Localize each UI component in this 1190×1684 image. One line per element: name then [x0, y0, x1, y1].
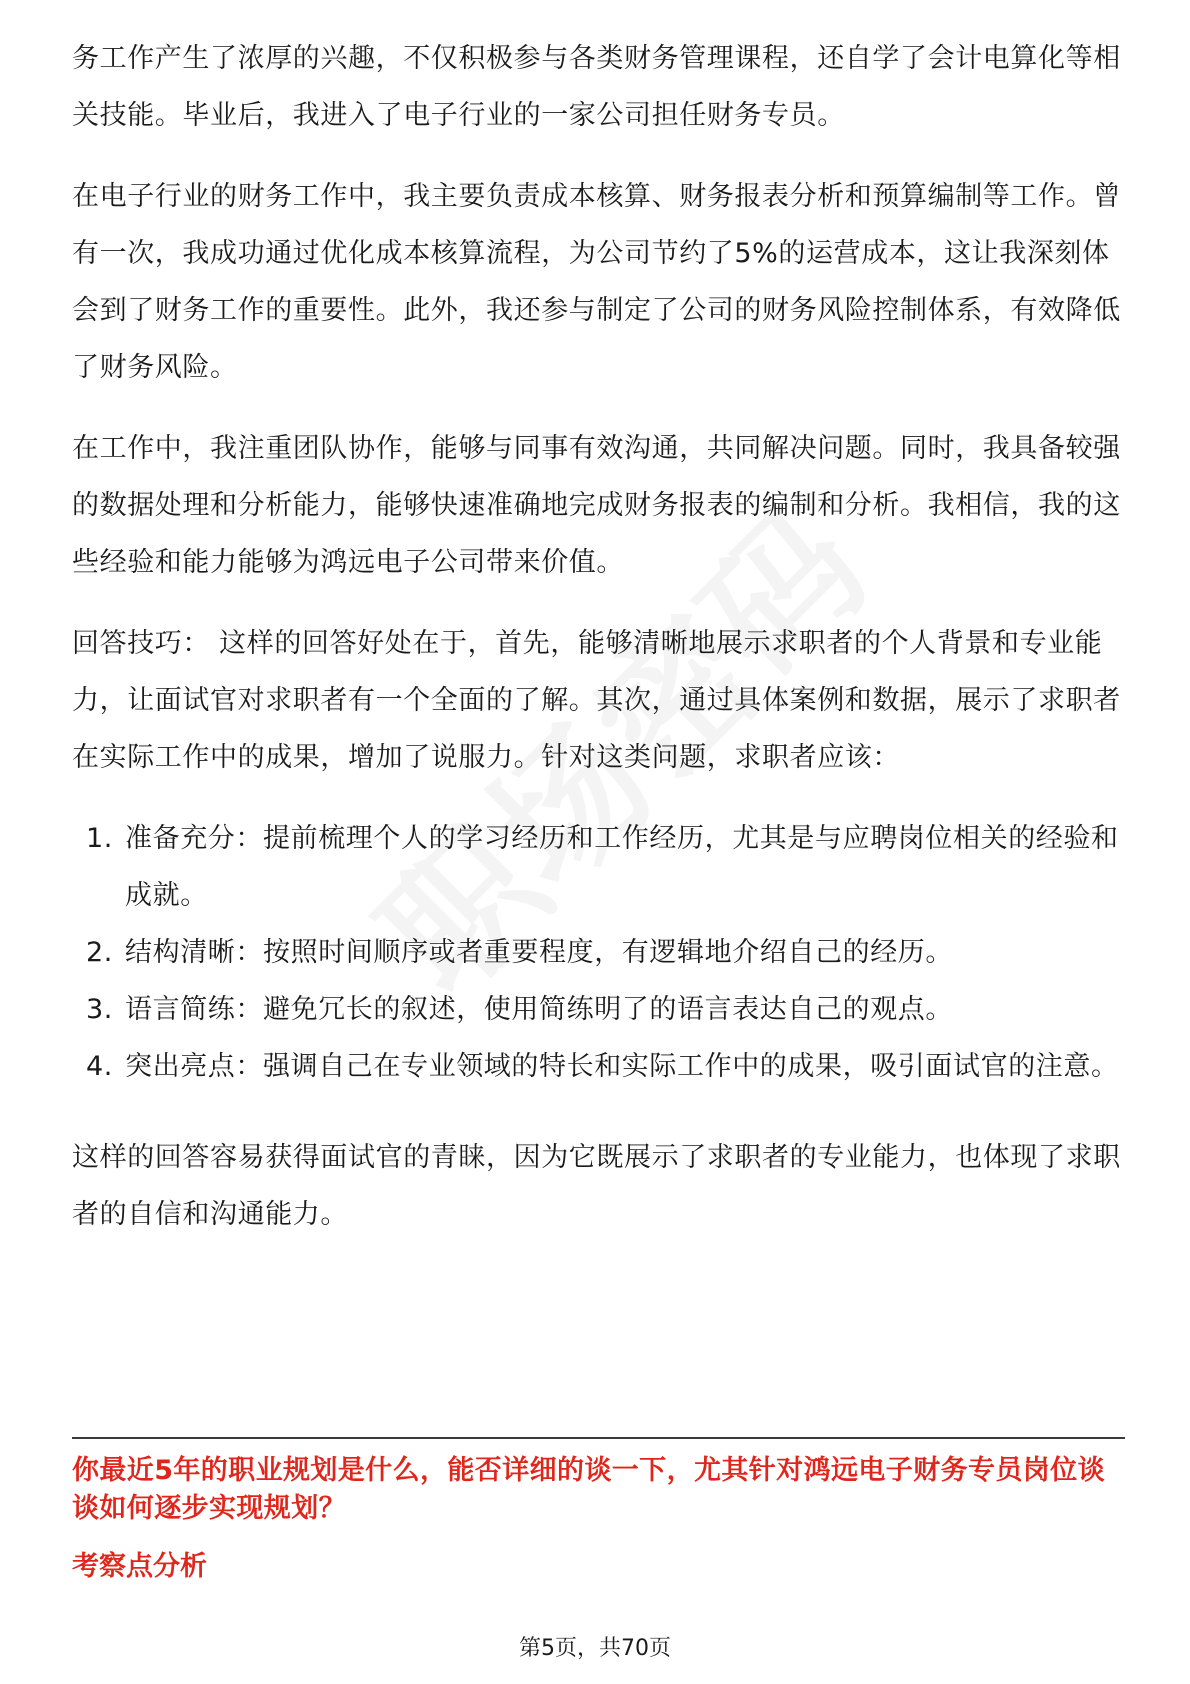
paragraph-conclusion: 这样的回答容易获得面试官的青睐，因为它既展示了求职者的专业能力，也体现了求职者的自信和沟通能力。 [72, 1142, 1121, 1230]
list-item-number: 4. [86, 1051, 113, 1082]
paragraph-answer-tips: 回答技巧： 这样的回答好处在于，首先，能够清晰地展示求职者的个人背景和专业能力，让面试官对求职者有一个全面的了解。其次，通过具体案例和数据，展示了求职者在实际工作中的成果，增加了说服力。针对这类问题，求职者应该： [72, 628, 1121, 773]
page-number: 第5页，共70页 [519, 1636, 671, 1661]
list-item [72, 810, 1132, 924]
list-item-text: 语言简练：避免冗长的叙述，使用简练明了的语言表达自己的观点。 [125, 994, 953, 1025]
list-item-text: 突出亮点：强调自己在专业领域的特长和实际工作中的成果，吸引面试官的注意。 [125, 1051, 1119, 1082]
analysis-heading: 考察点分析 [72, 1551, 207, 1582]
list-item [72, 1038, 1132, 1095]
document-body [72, 30, 1132, 1267]
question-heading: 你最近5年的职业规划是什么，能否详细的谈一下，尤其针对鸿远电子财务专员岗位谈谈如何逐步实现规划？ [72, 1455, 1105, 1524]
list-item-number: 2. [86, 937, 113, 968]
list-item-text: 结构清晰：按照时间顺序或者重要程度，有逻辑地介绍自己的经历。 [125, 937, 953, 968]
list-item [72, 924, 1132, 981]
list-item-number: 1. [86, 823, 113, 854]
tips-list [72, 810, 1132, 1095]
list-item-number: 3. [86, 994, 113, 1025]
paragraph-experience: 在电子行业的财务工作中，我主要负责成本核算、财务报表分析和预算编制等工作。曾有一次，我成功通过优化成本核算流程，为公司节约了5%的运营成本，这让我深刻体会到了财务工作的重要性。此外，我还参与制定了公司的财务风险控制体系，有效降低了财务风险。 [72, 181, 1121, 383]
list-item-text: 准备充分：提前梳理个人的学习经历和工作经历，尤其是与应聘岗位相关的经验和成就。 [125, 823, 1119, 911]
paragraph-abilities: 在工作中，我注重团队协作，能够与同事有效沟通，共同解决问题。同时，我具备较强的数据处理和分析能力，能够快速准确地完成财务报表的编制和分析。我相信，我的这些经验和能力能够为鸿远电子公司带来价值。 [72, 433, 1121, 578]
paragraph-education: 务工作产生了浓厚的兴趣，不仅积极参与各类财务管理课程，还自学了会计电算化等相关技能。毕业后，我进入了电子行业的一家公司担任财务专员。 [72, 43, 1121, 131]
list-item [72, 981, 1132, 1038]
section-divider [72, 1437, 1125, 1439]
